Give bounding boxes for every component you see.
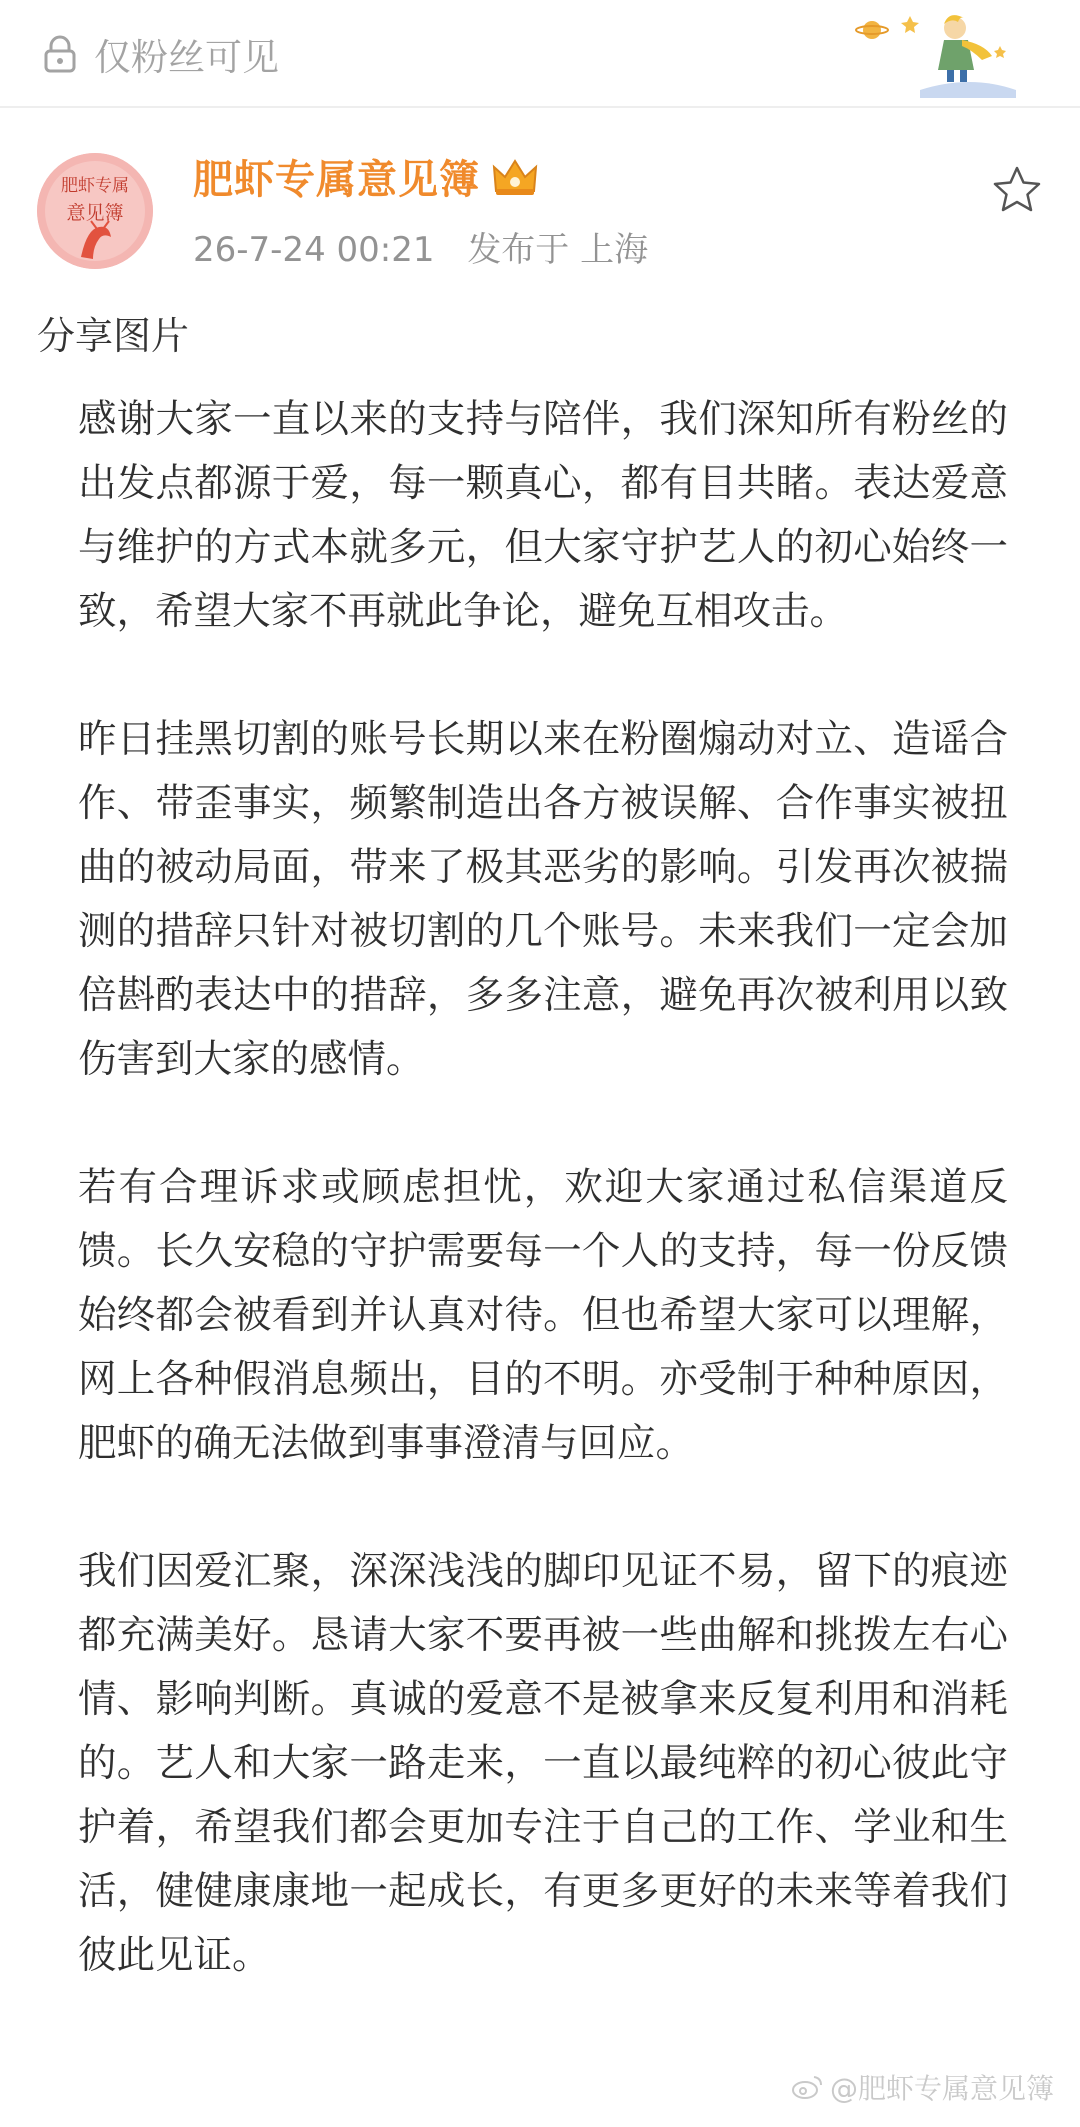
content-paragraph: 若有合理诉求或顾虑担忧，欢迎大家通过私信渠道反馈。长久安稳的守护需要每一个人的支持，每一份反馈始终都会被看到并认真对待。但也希望大家可以理解，网上各种假消息频出，目的不明。亦受制于种种原因，肥虾的确无法做到事事澄清与回应。 [78, 1165, 1008, 1466]
lock-icon [38, 32, 82, 76]
post-header [0, 108, 1080, 308]
privacy-indicator [38, 24, 279, 84]
share-label: 分享图片 [37, 314, 190, 358]
post-meta [193, 222, 648, 271]
star-icon[interactable] [991, 164, 1043, 216]
svg-text:肥虾专属: 肥虾专属 [61, 176, 129, 196]
watermark-text: @肥虾专属意见簿 [829, 2072, 1054, 2105]
username-row [193, 148, 540, 205]
content-paragraph: 我们因爱汇聚，深深浅浅的脚印见证不易，留下的痕迹都充满美好。恳请大家不要再被一些曲解和挑拨左右心情、影响判断。真诚的爱意不是被拿来反复利用和消耗的。艺人和大家一路走来，一直以最纯粹的初心彼此守护着，希望我们都会更加专注于自己的工作、学业和生活，健健康康地一起成长，有更多更好的未来等着我们彼此见证。 [78, 1549, 1008, 1978]
top-bar [0, 0, 1080, 108]
username-link[interactable]: 肥虾专属意见簿 [193, 157, 480, 203]
content-paragraph: 感谢大家一直以来的支持与陪伴，我们深知所有粉丝的出发点都源于爱，每一颗真心，都有目共睹。表达爱意与维护的方式本就多元，但大家守护艺人的初心始终一致，希望大家不再就此争论，避免互相攻击。 [78, 397, 1008, 634]
post-time: 26-7-24 00:21 [193, 230, 435, 270]
privacy-label: 仅粉丝可见 [94, 36, 279, 79]
post-content [78, 388, 1008, 1988]
post-location: 发布于 上海 [467, 230, 649, 270]
svg-text:意见簿: 意见簿 [66, 202, 124, 224]
little-prince-decoration [850, 6, 1020, 98]
crown-badge-icon [490, 155, 540, 199]
shrimp-avatar[interactable] [37, 153, 153, 269]
watermark [790, 2067, 1054, 2107]
weibo-icon [790, 2073, 824, 2101]
content-paragraph: 昨日挂黑切割的账号长期以来在粉圈煽动对立、造谣合作、带歪事实，频繁制造出各方被误解、合作事实被扭曲的被动局面，带来了极其恶劣的影响。引发再次被揣测的措辞只针对被切割的几个账号。未来我们一定会加倍斟酌表达中的措辞，多多注意，避免再次被利用以致伤害到大家的感情。 [78, 717, 1008, 1082]
